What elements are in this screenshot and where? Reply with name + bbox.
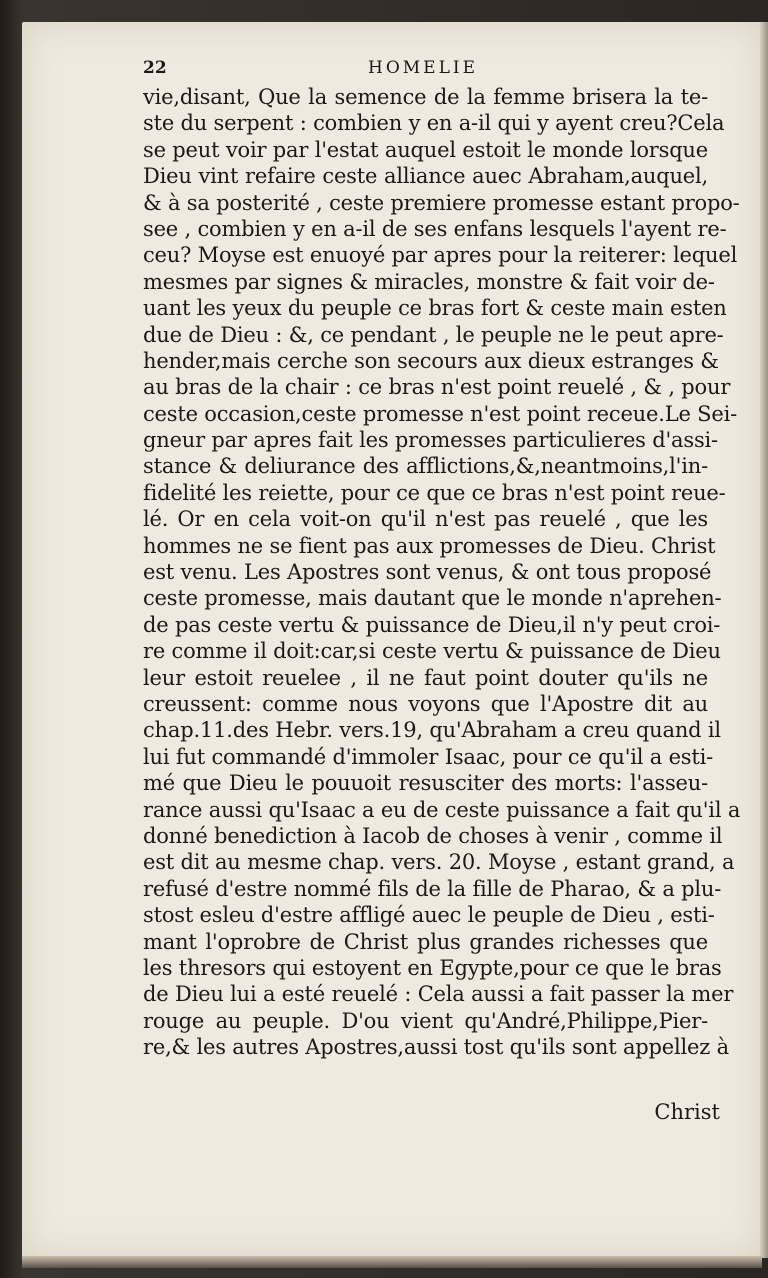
page-edge-bottom (22, 1256, 762, 1268)
text-line: mesmes par signes & miracles, monstre & fait voir de- (143, 269, 715, 294)
text-line: mé que Dieu le pouuoit resusciter des morts: l'asseu- (143, 771, 708, 796)
page-header (143, 58, 703, 82)
text-line: vie,disant, Que la semence de la femme brisera la te- (143, 85, 708, 109)
text-line: de pas ceste vertu & puissance de Dieu,il n'y peut croi- (143, 612, 721, 637)
text-line: Dieu vint refaire ceste alliance auec Abraham,auquel, (143, 164, 708, 189)
text-line: creussent: comme nous voyons que l'Apostre dit au (143, 691, 708, 716)
text-line: re,& les autres Apostres,aussi tost qu'ils sont appellez à (143, 1035, 729, 1060)
text-line: lé. Or en cela voit-on qu'il n'est pas reuelé , que les (143, 507, 708, 532)
text-line: rouge au peuple. D'ou vient qu'André,Philippe,Pier- (143, 1008, 708, 1033)
text-line: ceu? Moyse est enuoyé par apres pour la reiterer: lequel (143, 243, 738, 268)
text-line: est dit au mesme chap. vers. 20. Moyse , estant grand, a (143, 850, 735, 875)
text-line: rance aussi qu'Isaac a eu de ceste puissance a fait qu'il a (143, 797, 741, 822)
text-line: stance & deliurance des afflictions,&,neantmoins,l'in- (143, 454, 708, 479)
text-line: lui fut commandé d'immoler Isaac, pour ce qu'il a esti- (143, 744, 714, 769)
text-line: chap.11.des Hebr. vers.19, qu'Abraham a creu quand il (143, 718, 721, 743)
text-line: ceste occasion,ceste promesse n'est point receue.Le Sei- (143, 401, 737, 426)
text-line: se peut voir par l'estat auquel estoit le monde lorsque (143, 137, 708, 162)
catchword: Christ (654, 1100, 720, 1124)
text-line: ste du serpent : combien y en a-il qui y ayent creu?Cela (143, 111, 725, 136)
text-line: refusé d'estre nommé fils de la fille de Pharao, & a plu- (143, 876, 722, 901)
text-line: de Dieu lui a esté reuelé : Cela aussi a fait passer la mer (143, 982, 734, 1007)
text-line: & à sa posterité , ceste premiere promesse estant propo- (143, 190, 740, 215)
text-line: au bras de la chair : ce bras n'est point reuelé , & , pour (143, 375, 731, 400)
text-line: est venu. Les Apostres sont venus, & ont tous proposé (143, 560, 712, 585)
body-text (143, 84, 741, 1060)
text-line: leur estoit reuelee , il ne faut point douter qu'ils ne (143, 665, 708, 690)
running-head: HOMELIE (368, 58, 478, 78)
text-line: uant les yeux du peuple ce bras fort & ceste main esten (143, 296, 727, 321)
text-line: see , combien y en a-il de ses enfans lesquels l'ayent re- (143, 216, 727, 241)
text-line: hender,mais cerche son secours aux dieux estranges & (143, 348, 719, 373)
text-line: fidelité les reiette, pour ce que ce bras n'est point reue- (143, 480, 726, 505)
text-line: gneur par apres fait les promesses particulieres d'assi- (143, 428, 718, 453)
text-line: due de Dieu : &, ce pendant , le peuple ne le peut apre- (143, 322, 724, 347)
text-line: mant l'oprobre de Christ plus grandes richesses que (143, 929, 708, 954)
text-line: stost esleu d'estre affligé auec le peuple de Dieu , esti- (143, 903, 715, 928)
text-line: ceste promesse, mais dautant que le monde n'aprehen- (143, 586, 722, 611)
text-line: donné benediction à Iacob de choses à venir , comme il (143, 823, 723, 848)
text-line: re comme il doit:car,si ceste vertu & puissance de Dieu (143, 639, 721, 664)
text-line: les thresors qui estoyent en Egypte,pour ce que le bras (143, 955, 722, 980)
text-line: hommes ne se fient pas aux promesses de Dieu. Christ (143, 533, 716, 558)
page-edge-right (760, 22, 768, 1258)
page-number: 22 (143, 58, 167, 78)
